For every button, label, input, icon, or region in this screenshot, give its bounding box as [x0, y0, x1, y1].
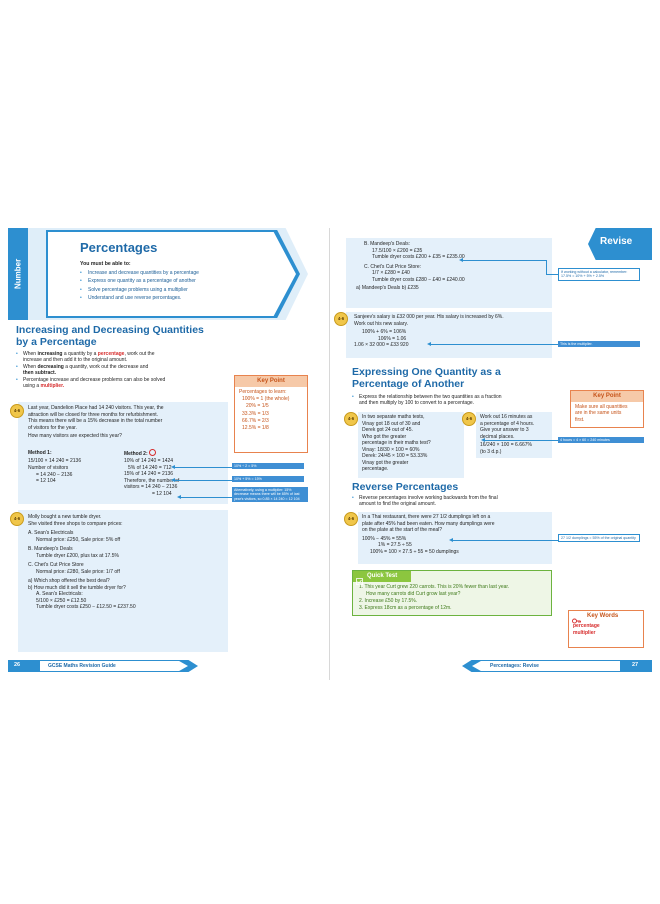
- text: Reverse percentages involve working backwards from the final: [359, 495, 498, 501]
- example-minutes-text: [480, 414, 534, 455]
- arrow-icon: [177, 495, 181, 499]
- margin-note: This is the multiplier.: [558, 341, 640, 347]
- reverse-bullets: [352, 495, 562, 508]
- grade-badge: 4-6: [344, 512, 358, 526]
- margin-note: If working without a calculator, remember: 17.5% = 10% + 5% + 2.5%: [558, 268, 640, 281]
- text-line: Tumble dryer £200, plus tax at 17.5%: [36, 552, 119, 559]
- book-spread: [8, 228, 652, 680]
- text-line: How many visitors are expected this year?: [28, 433, 122, 439]
- text-line: Give your answer to 3: [480, 427, 529, 433]
- quick-test-icon: [356, 572, 363, 579]
- arrow-icon: [449, 538, 453, 542]
- arrow-icon: [481, 438, 485, 442]
- key-word: multiplier: [573, 630, 596, 636]
- text-line: Who got the greater: [362, 433, 407, 440]
- text-line: plate after 45% had been eaten. How many dumplings were: [362, 520, 495, 527]
- quick-test-item: 3. Express 18cm as a percentage of 12m.: [359, 605, 452, 611]
- text: and then multiply by 100 to convert to a percentage.: [359, 400, 475, 407]
- no-calculator-icon: [149, 449, 156, 456]
- example-continued-text: [356, 241, 465, 292]
- text-line: Work out 16 minutes as: [480, 414, 533, 420]
- increase-bullets: [16, 351, 256, 389]
- text-line: (to 3 d.p.): [480, 448, 502, 455]
- text-line: on the plate at the start of the meal?: [362, 527, 443, 533]
- key-point-line: Percentages to learn:: [239, 389, 287, 395]
- method-2: [124, 450, 179, 497]
- key-point-line: 33.3% = 1/3: [242, 410, 269, 417]
- text-line: percentage.: [362, 466, 389, 472]
- text-line: Number of visitors: [28, 465, 69, 471]
- section-title-line: Expressing One Quantity as a: [352, 366, 501, 378]
- text: a quantity, work out the decrease and: [63, 363, 149, 370]
- text-line: 1.06 × 32 000 = £33 920: [354, 342, 409, 348]
- text-line: decimal places.: [480, 433, 515, 440]
- key-point-body: [571, 402, 643, 425]
- text-line: 100% = 100 × 27.5 ÷ 55 = 50 dumplings: [370, 548, 459, 555]
- key-point-line: 100% = 1 (the whole): [242, 396, 290, 403]
- text-line: 1/7 × £280 = £40: [372, 270, 410, 276]
- text: amount to find the original amount.: [359, 501, 436, 508]
- objective-item: • Solve percentage problems using a multiplier: [80, 286, 280, 294]
- text-line: a) Mandeep's Deals b) £235: [356, 285, 419, 291]
- text-line: attraction will be closed for three months for refurbishment.: [28, 411, 159, 418]
- grade-badge: 4-6: [10, 404, 24, 418]
- leader-line: [484, 440, 558, 441]
- leader-line: [174, 467, 232, 468]
- bullet-item: [16, 351, 256, 364]
- section-title-reverse: Reverse Percentages: [352, 481, 459, 493]
- bullet-item: [16, 377, 256, 390]
- text-line: Tumble dryer costs £200 + £35 = £235.00: [372, 254, 465, 260]
- quick-test-item: 1. This year Curt grew 220 carrots. This is 20% fewer than last year.: [359, 584, 510, 590]
- footer-title: Percentages: Revise: [490, 663, 539, 669]
- section-title-expressing: [352, 366, 501, 390]
- key-point-box: [234, 375, 308, 453]
- leader-line: [180, 497, 232, 498]
- text-line: 16/240 × 100 = 6.667%: [480, 442, 532, 448]
- text-line: 17.5/100 × £200 = £35: [372, 247, 423, 254]
- text-strong: then subtract.: [23, 370, 57, 377]
- grade-badge: 4-6: [10, 512, 24, 526]
- text-line: 5% of 14 240 = 712: [128, 464, 172, 471]
- bullet-item: [352, 495, 562, 508]
- example-tumble-dryer-text: [28, 514, 136, 611]
- text-strong: increasing: [37, 351, 63, 357]
- text-line: b) How much did it sell the tumble dryer for?: [28, 584, 126, 591]
- text-line: = 12 104: [36, 478, 56, 484]
- text-line: She visited three shops to compare prices:: [28, 520, 123, 527]
- key-point-line: 66.7% = 2/3: [242, 417, 269, 424]
- page-number: 27: [632, 662, 639, 668]
- text-line: Derek: 24/45 × 100 = 53.33%: [362, 453, 428, 459]
- text-line: Molly bought a new tumble dryer.: [28, 514, 102, 520]
- objectives-list: [80, 269, 280, 303]
- key-point-line: 12.5% = 1/8: [242, 425, 269, 432]
- text-line: Normal price: £280, Sale price: 1/7 off: [36, 568, 120, 575]
- margin-note: 10% + 5% = 15%: [232, 476, 304, 482]
- text-line: Work out his new salary.: [354, 320, 409, 327]
- margin-note: 4 hours = 4 × 60 = 240 minutes: [558, 437, 644, 443]
- page-title: Percentages: [80, 240, 158, 255]
- key-word: percentage: [573, 623, 600, 629]
- example-dumplings-text: [362, 514, 495, 555]
- text-line: 1% = 27.5 ÷ 55: [378, 542, 412, 548]
- text-line: Vinay got the greater: [362, 459, 409, 466]
- text-line: 100% + 6% = 106%: [362, 329, 407, 335]
- quick-test-list: [353, 582, 551, 614]
- text: When: [23, 351, 38, 357]
- key-words-heading: Key Words: [569, 611, 643, 622]
- text-line: B. Mandeep's Deals:: [364, 241, 410, 247]
- text-line: 100% − 45% = 55%: [362, 535, 407, 542]
- text-line: Tumble dryer costs £250 − £12.50 = £237.50: [36, 604, 136, 610]
- objective-item: • Understand and use reverse percentages.: [80, 294, 280, 302]
- text: a quantity by a: [62, 351, 98, 357]
- text-line: Vinay: 18/30 × 100 = 60%: [362, 446, 420, 453]
- method-label: Method 1:: [28, 450, 52, 456]
- margin-note: Alternatively, using a multiplier: 15% decrease means there will be 85% of last year's visitors, so 0.85 × 14 240 = 12 104: [232, 487, 308, 502]
- arrow-icon: [171, 478, 175, 482]
- text-line: A. Sean's Electricals: [28, 530, 74, 536]
- text-line: a percentage of 4 hours.: [480, 420, 535, 427]
- method-1: [28, 450, 81, 485]
- method-label: Method 2:: [124, 450, 148, 457]
- text-line: = 14 240 − 2136: [36, 471, 73, 478]
- quick-test-box: [352, 570, 552, 616]
- text-line: 5/100 × £250 = £12.50: [36, 597, 87, 604]
- text-line: Tumble dryer costs £280 − £40 = £240.00: [372, 276, 465, 283]
- key-point-line: are in the same units: [575, 410, 622, 417]
- quick-test-item: 2. Increase £50 by 17.5%.: [359, 598, 418, 604]
- key-point-line: 20% = 1/5: [246, 403, 269, 410]
- section-title-line: Percentage of Another: [352, 378, 465, 390]
- text-line: Therefore, the number of: [124, 477, 180, 484]
- text-line: a) Which shop offered the best deal?: [28, 578, 110, 584]
- page-number: 26: [14, 662, 21, 668]
- objective-item: • Increase and decrease quantities by a percentage: [80, 269, 280, 277]
- text-line: A. Sean's Electricals:: [36, 591, 83, 597]
- text-line: In a Thai restaurant, there were 27 1/2 dumplings left on a: [362, 514, 491, 520]
- side-tab-label: Number: [13, 258, 23, 290]
- text-line: Sanjeev's salary is £32 000 per year. His salary is increased by 6%.: [354, 314, 504, 320]
- leader-line: [546, 260, 547, 274]
- key-point-body: [235, 387, 307, 434]
- section-title-line: by a Percentage: [16, 336, 97, 348]
- leader-line: [430, 344, 558, 345]
- margin-note: 10% ÷ 2 = 5%: [232, 463, 304, 469]
- text-line: In two separate maths tests,: [362, 414, 425, 420]
- objectives-heading: You must be able to:: [80, 261, 131, 267]
- text-line: B. Mandeep's Deals: [28, 546, 73, 552]
- text-line: 15/100 × 14 240 = 2136: [28, 457, 82, 464]
- text-line: Last year, Dandelion Place had 14 240 visitors. This year, the: [28, 405, 164, 411]
- text-line: 106% = 1.06: [378, 335, 407, 342]
- quick-test-item: How many carrots did Curt grow last year?: [359, 591, 461, 597]
- text-line: C. Chet's Cut Price Store:: [364, 263, 422, 270]
- grade-badge: 4-6: [334, 312, 348, 326]
- key-point-line: first.: [575, 416, 585, 423]
- right-page: [330, 228, 652, 680]
- method-label-row: [124, 450, 179, 457]
- key-point-line: Make sure all quantities: [575, 404, 628, 410]
- key-term: multiplier.: [40, 383, 65, 390]
- text-strong: decreasing: [37, 363, 64, 370]
- quick-test-heading: Quick Test: [353, 571, 411, 582]
- left-page: [8, 228, 330, 680]
- text-line: C. Chet's Cut Price Store: [28, 562, 84, 568]
- leader-line: [452, 540, 558, 541]
- text-line: Vinay got 18 out of 30 and: [362, 420, 421, 427]
- expressing-bullets: [352, 394, 562, 407]
- example-maths-tests-text: [362, 414, 431, 473]
- key-icon: [572, 612, 581, 620]
- arrow-icon: [171, 465, 175, 469]
- text-line: of visitors for the year.: [28, 424, 77, 431]
- text: increase and then add it to the original amount.: [23, 357, 128, 364]
- text: Express the relationship between the two quantities as a fraction: [359, 394, 502, 400]
- bullet-item: [352, 394, 562, 407]
- text-line: Normal price: £250, Sale price: 5% off: [36, 536, 121, 543]
- arrow-icon: [459, 258, 463, 262]
- grade-badge: 4-6: [344, 412, 358, 426]
- footer-title: GCSE Maths Revision Guide: [48, 663, 116, 669]
- text-line: 10% of 14 240 = 1424: [124, 458, 174, 465]
- text: Percentage increase and decrease problems can also be solved: [23, 376, 166, 383]
- section-title-line: Increasing and Decreasing Quantities: [16, 324, 204, 336]
- key-point-heading: Key Point: [235, 376, 307, 387]
- text: , work out the: [124, 351, 155, 357]
- text-line: This means there will be a 15% decrease in the total number: [28, 418, 163, 424]
- leader-line: [546, 274, 558, 275]
- arrow-icon: [427, 342, 431, 346]
- text-line: = 12 104: [152, 490, 172, 497]
- key-point-box: [570, 390, 644, 428]
- margin-note: 27 1/2 dumplings = 55% of the original quantity: [558, 534, 640, 542]
- text-line: 15% of 14 240 = 2136: [124, 471, 174, 478]
- text-line: percentage in their maths test?: [362, 440, 431, 446]
- example-visitors-text: [28, 405, 164, 440]
- text: using a: [23, 383, 41, 390]
- section-title-increase: [16, 324, 204, 348]
- text-line: visitors = 14 240 − 2136: [124, 484, 178, 491]
- text-line: Derek got 24 out of 45.: [362, 427, 413, 433]
- text: When: [23, 363, 38, 370]
- key-point-heading: Key Point: [571, 391, 643, 402]
- leader-line: [174, 480, 232, 481]
- bullet-item: [16, 364, 256, 377]
- leader-line: [462, 260, 546, 261]
- key-term: percentage: [97, 351, 125, 357]
- grade-badge: 4-6: [462, 412, 476, 426]
- revise-label: Revise: [600, 236, 633, 247]
- objective-item: • Express one quantity as a percentage of another: [80, 277, 280, 285]
